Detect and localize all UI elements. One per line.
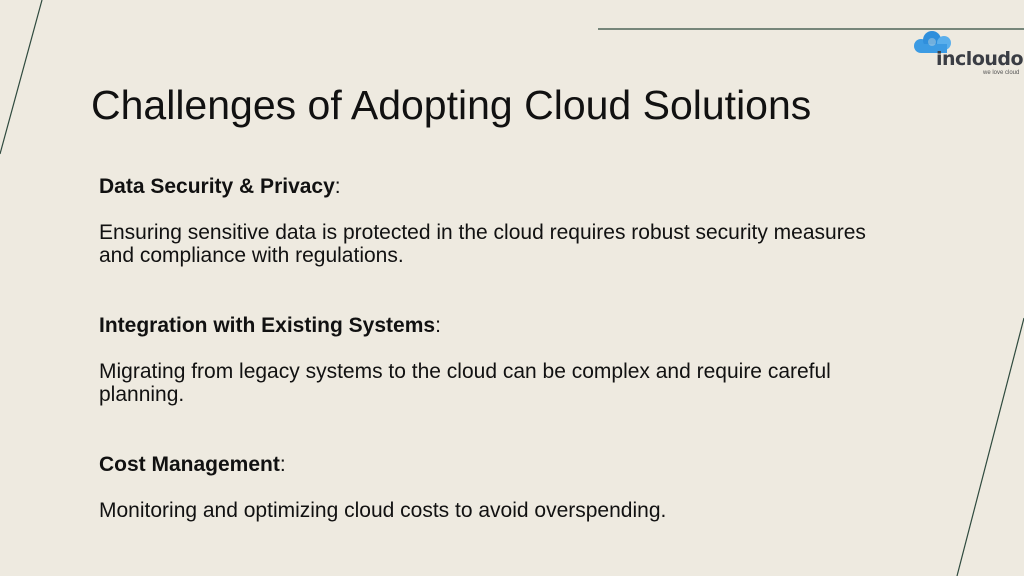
challenge-heading: Data Security & Privacy:: [99, 175, 341, 198]
challenge-heading-text: Data Security & Privacy: [99, 175, 335, 198]
challenge-description: Migrating from legacy systems to the cloud can be complex and require careful planning.: [99, 360, 831, 406]
left-diagonal-line: [0, 0, 42, 154]
challenge-description: Monitoring and optimizing cloud costs to avoid overspending.: [99, 499, 667, 522]
challenge-item-integration: [99, 312, 899, 406]
challenges-list: [99, 173, 899, 522]
challenge-item-data-security: [99, 173, 899, 267]
challenge-heading: Integration with Existing Systems:: [99, 314, 441, 337]
challenge-item-cost-management: [99, 451, 899, 522]
page-title: Challenges of Adopting Cloud Solutions: [91, 82, 812, 128]
challenge-description: Ensuring sensitive data is protected in the cloud requires robust security measures and compliance with regulations.: [99, 221, 866, 267]
logo-tagline: we love cloud: [983, 70, 1020, 76]
brand-logo: [908, 28, 1024, 80]
right-diagonal-line: [957, 318, 1024, 576]
challenge-heading: Cost Management:: [99, 453, 286, 476]
challenge-heading-text: Cost Management: [99, 453, 280, 476]
logo-wordmark: incloudo: [936, 48, 1024, 70]
challenge-heading-text: Integration with Existing Systems: [99, 314, 436, 337]
